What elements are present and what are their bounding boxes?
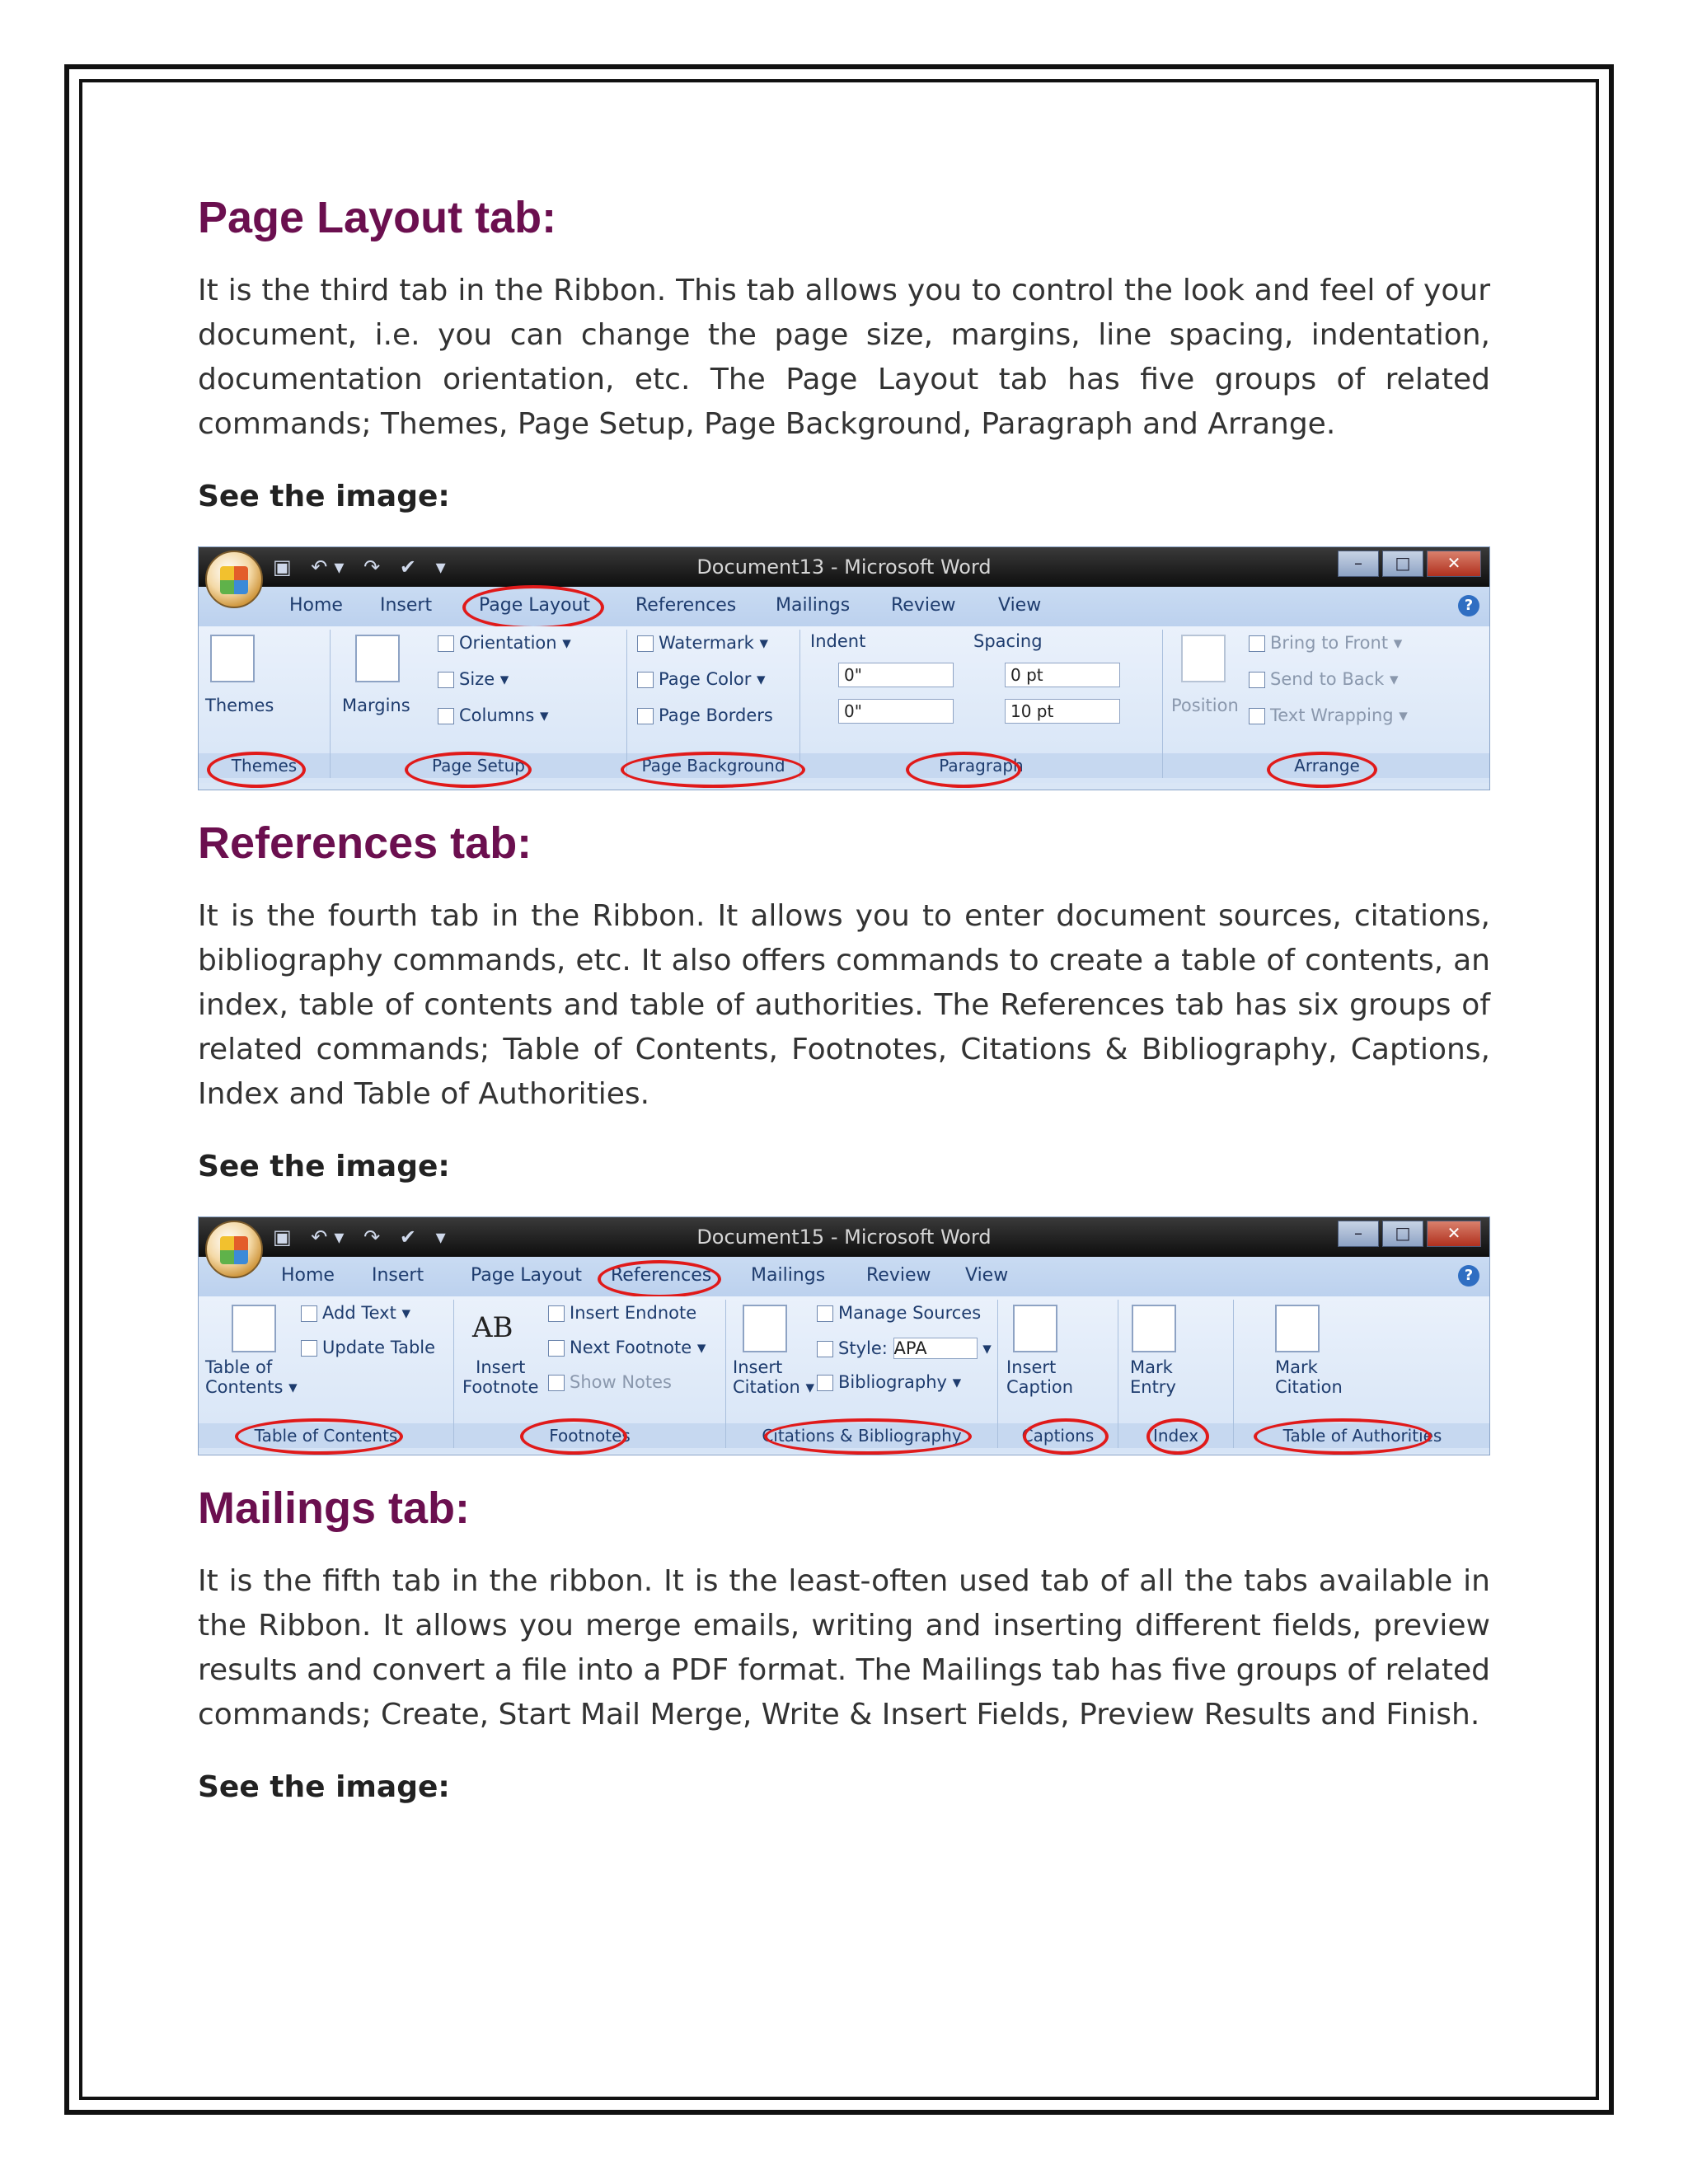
section-body-mailings: It is the fifth tab in the ribbon. It is the least-often used tab of all the tabs available in the Ribbon. It allows you merge emails, writing and inserting different fields, preview results and convert a file into a PDF format. The Mailings tab has five groups of related commands; Create, Start Mail Merge, Write & Insert Fields, Preview Results and Finish. (198, 1564, 1490, 1732)
text-wrapping-icon (1249, 708, 1265, 724)
tab-insert: Insert (372, 1265, 424, 1286)
tab-page-layout: Page Layout (479, 595, 591, 616)
mark-citation-button: Mark Citation (1275, 1357, 1343, 1397)
title-bar (199, 1217, 1489, 1257)
see-image-label: See the image: (198, 1770, 450, 1804)
window-title: Document13 - Microsoft Word (696, 555, 992, 579)
style-dropdown: APA (893, 1338, 978, 1359)
columns-icon (438, 708, 454, 724)
office-button (205, 551, 263, 608)
section-heading-mailings: Mailings tab: (198, 1483, 471, 1533)
highlight-circle (405, 752, 532, 788)
watermark-button: Watermark ▾ (637, 633, 768, 653)
close-icon: ✕ (1427, 551, 1481, 577)
quick-access-toolbar: ▣ ↶▾ ↷ ✔ ▾ (273, 555, 452, 579)
minimize-icon: – (1338, 551, 1379, 577)
bibliography-button: Bibliography ▾ (817, 1372, 961, 1392)
page-color-icon (637, 672, 654, 688)
table-of-contents-icon (232, 1305, 276, 1352)
highlight-circle (462, 585, 604, 630)
group-label: Page Background (627, 753, 799, 778)
quick-access-toolbar: ▣ ↶▾ ↷ ✔ ▾ (273, 1226, 452, 1249)
tab-view: View (998, 595, 1042, 616)
highlight-circle (764, 1418, 972, 1455)
show-notes-icon (548, 1375, 565, 1391)
bring-to-front-icon (1249, 635, 1265, 652)
text-wrapping-button: Text Wrapping ▾ (1249, 705, 1408, 725)
group-label: Paragraph (800, 753, 1162, 778)
document-content (198, 190, 1490, 1804)
add-text-icon (301, 1305, 317, 1322)
insert-citation-button: Insert Citation ▾ (733, 1357, 815, 1397)
group-label: Captions (998, 1423, 1118, 1448)
themes-icon (210, 635, 255, 682)
maximize-icon: □ (1382, 1221, 1423, 1247)
add-text-button: Add Text ▾ (301, 1303, 410, 1323)
next-footnote-icon (548, 1340, 565, 1357)
send-to-back-icon (1249, 672, 1265, 688)
size-icon (438, 672, 454, 688)
section-heading-references: References tab: (198, 818, 532, 868)
group-label: Footnotes (454, 1423, 725, 1448)
minimize-icon: – (1338, 1221, 1379, 1247)
section-body-page-layout: It is the third tab in the Ribbon. This tab allows you to control the look and feel of your document, i.e. you can change the page size, margins, line spacing, indentation, documentation orientation, etc. The Page Layout tab has five groups of related commands; Themes, Page Setup, Page Background, Paragraph and Arrange. (198, 274, 1490, 441)
table-of-contents-button: Table of Contents ▾ (205, 1357, 298, 1397)
highlight-circle (235, 1418, 403, 1455)
highlight-circle (1023, 1418, 1109, 1455)
group-label: Index (1118, 1423, 1233, 1448)
margins-icon (355, 635, 400, 682)
style-icon (817, 1341, 833, 1357)
tab-view: View (965, 1265, 1009, 1286)
help-icon: ? (1458, 1265, 1479, 1286)
spacing-after-field: 10 pt (1005, 699, 1120, 724)
spacing-before-field: 0 pt (1005, 663, 1120, 687)
maximize-icon: □ (1382, 551, 1423, 577)
spacing-label: Spacing (973, 631, 1043, 651)
tab-references: References (611, 1265, 712, 1286)
size-button: Size ▾ (438, 669, 509, 689)
page-borders-button: Page Borders (637, 705, 773, 725)
ribbon-tabs (199, 1257, 1489, 1296)
tab-review: Review (891, 595, 956, 616)
position-button: Position (1171, 696, 1239, 715)
mark-entry-icon (1132, 1305, 1176, 1352)
tab-insert: Insert (380, 595, 433, 616)
send-to-back-button: Send to Back ▾ (1249, 669, 1399, 689)
tab-page-layout: Page Layout (471, 1265, 583, 1286)
margins-button: Margins (342, 696, 410, 715)
insert-caption-button: Insert Caption (1006, 1357, 1074, 1397)
group-label: Citations & Bibliography (726, 1423, 997, 1448)
watermark-icon (637, 635, 654, 652)
highlight-circle (621, 752, 805, 788)
bibliography-icon (817, 1375, 833, 1391)
group-label: Page Setup (331, 753, 626, 778)
highlight-circle (520, 1418, 627, 1455)
see-image-label: See the image: (198, 1150, 450, 1183)
tab-references: References (635, 595, 737, 616)
office-logo-icon (220, 1236, 248, 1264)
ribbon-screenshot-page-layout (198, 546, 1490, 790)
next-footnote-button: Next Footnote ▾ (548, 1338, 706, 1357)
window-controls (1338, 1221, 1481, 1247)
columns-button: Columns ▾ (438, 705, 549, 725)
tab-home: Home (281, 1265, 335, 1286)
manage-sources-button: Manage Sources (817, 1303, 981, 1323)
footnote-ab-icon: AB (472, 1311, 513, 1344)
indent-label: Indent (810, 631, 866, 651)
tab-home: Home (289, 595, 343, 616)
window-controls (1338, 551, 1481, 577)
mark-entry-button: Mark Entry (1130, 1357, 1176, 1397)
insert-endnote-button: Insert Endnote (548, 1303, 696, 1323)
manage-sources-icon (817, 1305, 833, 1322)
insert-citation-icon (743, 1305, 787, 1352)
see-image-label: See the image: (198, 480, 450, 513)
position-icon (1181, 635, 1226, 682)
ribbon-screenshot-references (198, 1216, 1490, 1455)
orientation-icon (438, 635, 454, 652)
group-label: Themes (199, 753, 330, 778)
indent-right-field: 0" (838, 699, 954, 724)
update-table-icon (301, 1340, 317, 1357)
highlight-circle (598, 1260, 721, 1298)
update-table-button: Update Table (301, 1338, 435, 1357)
indent-left-field: 0" (838, 663, 954, 687)
close-icon: ✕ (1427, 1221, 1481, 1247)
highlight-circle (1267, 752, 1377, 788)
group-label: Table of Contents (199, 1423, 453, 1448)
section-body-references: It is the fourth tab in the Ribbon. It allows you to enter document sources, citations, bibliography commands, etc. It also offers commands to create a table of contents, an index, table of contents and table of authorities. The References tab has six groups of related commands; Table of Contents, Footnotes, Citations & Bibliography, Captions, Index and Table of Authorities. (198, 899, 1490, 1111)
group-label: Arrange (1163, 753, 1490, 778)
show-notes-button: Show Notes (548, 1372, 672, 1392)
insert-endnote-icon (548, 1305, 565, 1322)
tab-review: Review (866, 1265, 931, 1286)
orientation-button: Orientation ▾ (438, 633, 571, 653)
ribbon-tabs (199, 587, 1489, 626)
insert-caption-icon (1013, 1305, 1057, 1352)
highlight-circle (207, 752, 306, 788)
window-title: Document15 - Microsoft Word (696, 1226, 992, 1249)
title-bar (199, 547, 1489, 587)
themes-button: Themes (205, 696, 274, 715)
highlight-circle (906, 752, 1021, 788)
group-label: Table of Authorities (1234, 1423, 1490, 1448)
bring-to-front-button: Bring to Front ▾ (1249, 633, 1402, 653)
insert-footnote-button: Insert Footnote (462, 1357, 539, 1397)
help-icon: ? (1458, 595, 1479, 616)
office-logo-icon (220, 566, 248, 594)
mark-citation-icon (1275, 1305, 1320, 1352)
page-color-button: Page Color ▾ (637, 669, 766, 689)
section-heading-page-layout: Page Layout tab: (198, 193, 557, 242)
highlight-circle (1146, 1418, 1209, 1455)
page-borders-icon (637, 708, 654, 724)
tab-mailings: Mailings (751, 1265, 826, 1286)
office-button (205, 1221, 263, 1278)
highlight-circle (1254, 1418, 1432, 1455)
style-selector: Style: APA ▾ (817, 1338, 992, 1359)
tab-mailings: Mailings (776, 595, 851, 616)
